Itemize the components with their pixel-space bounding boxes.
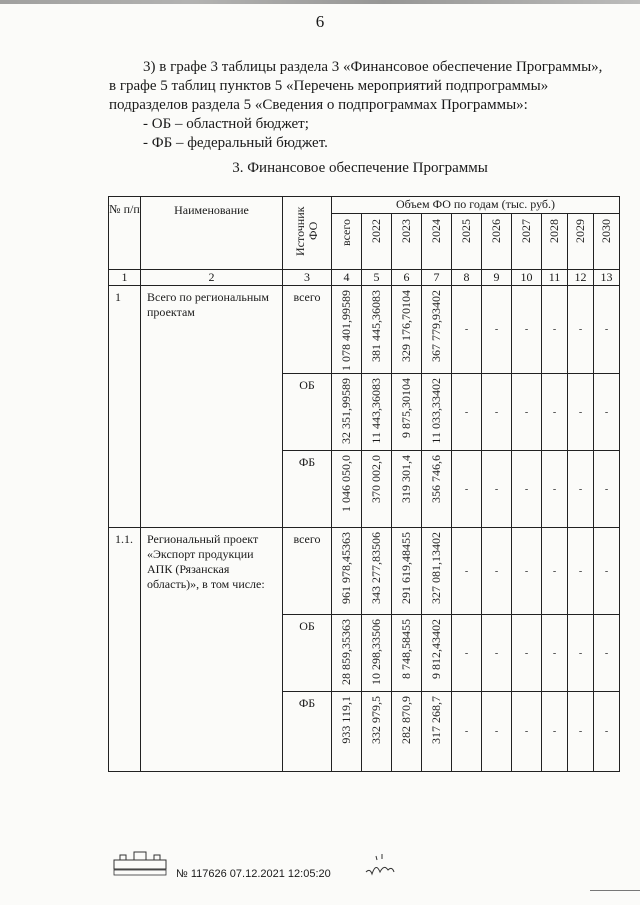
amount-cell — [392, 615, 422, 692]
dash-cell: - — [512, 528, 542, 615]
row-number: 1.1. — [109, 528, 141, 772]
dash-cell: - — [568, 615, 594, 692]
dash-cell: - — [542, 451, 568, 528]
dash-cell: - — [594, 528, 620, 615]
amount-value: 329 176,70104 — [399, 290, 413, 362]
dash-cell: - — [568, 451, 594, 528]
dash-cell: - — [568, 528, 594, 615]
amount-value: 327 081,13402 — [429, 532, 443, 604]
header-year-text: 2029 — [573, 219, 587, 243]
intro-line: подразделов раздела 5 «Сведения о подпрограммах Программы»: — [109, 97, 528, 113]
amount-cell — [392, 451, 422, 528]
dash-cell: - — [482, 615, 512, 692]
header-year — [568, 214, 594, 270]
dash-cell: - — [542, 286, 568, 374]
amount-value: 291 619,48455 — [399, 532, 413, 604]
footer — [0, 840, 640, 900]
amount-value: 9 875,30104 — [399, 378, 413, 438]
header-year-text: 2028 — [547, 219, 561, 243]
amount-cell — [422, 692, 452, 772]
column-number: 5 — [362, 270, 392, 286]
column-number: 1 — [109, 270, 141, 286]
document-registration-number: № 117626 07.12.2021 12:05:20 — [176, 868, 331, 880]
header-year — [482, 214, 512, 270]
amount-value: 11 443,36083 — [369, 378, 383, 444]
column-number: 2 — [141, 270, 283, 286]
dash-cell: - — [568, 692, 594, 772]
dash-cell: - — [512, 451, 542, 528]
table-row — [109, 528, 620, 615]
header-year-text: 2022 — [369, 219, 383, 243]
legend-ob: - ОБ – областной бюджет; — [143, 116, 309, 132]
amount-cell — [422, 451, 452, 528]
header-year — [594, 214, 620, 270]
amount-value: 1 078 401,99589 — [339, 290, 353, 371]
row-name: Всего по региональным проектам — [141, 286, 283, 528]
header-name: Наименование — [141, 197, 283, 270]
intro-paragraph — [109, 58, 610, 153]
column-number: 8 — [452, 270, 482, 286]
dash-cell: - — [482, 374, 512, 451]
funding-source: ФБ — [283, 692, 332, 772]
amount-cell — [362, 692, 392, 772]
column-number: 11 — [542, 270, 568, 286]
column-number: 6 — [392, 270, 422, 286]
header-total-text: всего — [339, 219, 353, 247]
column-number: 10 — [512, 270, 542, 286]
registry-stamp-icon — [112, 848, 168, 878]
amount-value: 28 859,35363 — [339, 619, 353, 685]
amount-cell — [362, 286, 392, 374]
funding-source: ФБ — [283, 451, 332, 528]
column-number: 7 — [422, 270, 452, 286]
dash-cell: - — [482, 451, 512, 528]
header-year — [512, 214, 542, 270]
funding-source: всего — [283, 528, 332, 615]
dash-cell: - — [512, 374, 542, 451]
dash-cell: - — [568, 286, 594, 374]
amount-cell — [332, 528, 362, 615]
funding-source: ОБ — [283, 615, 332, 692]
dash-cell: - — [542, 692, 568, 772]
amount-cell — [422, 615, 452, 692]
amount-value: 1 046 050,0 — [339, 455, 353, 512]
amount-cell — [392, 374, 422, 451]
dash-cell: - — [594, 615, 620, 692]
column-number-row — [109, 270, 620, 286]
amount-value: 8 748,58455 — [399, 619, 413, 679]
column-number: 3 — [283, 270, 332, 286]
handwritten-mark-icon — [360, 850, 400, 880]
top-scan-edge — [0, 0, 640, 4]
amount-value: 343 277,83506 — [369, 532, 383, 604]
section-title: 3. Финансовое обеспечение Программы — [232, 160, 488, 176]
amount-value: 356 746,6 — [429, 455, 443, 503]
amount-cell — [362, 451, 392, 528]
dash-cell: - — [452, 692, 482, 772]
funding-source: ОБ — [283, 374, 332, 451]
amount-value: 370 002,0 — [369, 455, 383, 503]
dash-cell: - — [512, 615, 542, 692]
dash-cell: - — [482, 692, 512, 772]
amount-cell — [332, 615, 362, 692]
amount-cell — [332, 451, 362, 528]
amount-cell — [362, 615, 392, 692]
column-number: 12 — [568, 270, 594, 286]
amount-cell — [422, 528, 452, 615]
header-year — [542, 214, 568, 270]
row-name: Региональный проект «Экспорт продукции АПК (Рязанская область)», в том числе: — [141, 528, 283, 772]
funding-source: всего — [283, 286, 332, 374]
row-number: 1 — [109, 286, 141, 528]
dash-cell: - — [512, 286, 542, 374]
finance-table — [108, 196, 620, 772]
table-body — [109, 286, 620, 772]
header-total — [332, 214, 362, 270]
amount-value: 11 033,33402 — [429, 378, 443, 444]
amount-value: 319 301,4 — [399, 455, 413, 503]
amount-value: 367 779,93402 — [429, 290, 443, 362]
dash-cell: - — [542, 528, 568, 615]
page-number: 6 — [315, 12, 325, 31]
amount-cell — [392, 286, 422, 374]
dash-cell: - — [452, 286, 482, 374]
dash-cell: - — [594, 286, 620, 374]
amount-value: 332 979,5 — [369, 696, 383, 744]
header-year-text: 2024 — [429, 219, 443, 243]
amount-cell — [362, 374, 392, 451]
header-number: № п/п — [109, 197, 141, 270]
column-number: 13 — [594, 270, 620, 286]
header-year — [422, 214, 452, 270]
legend-fb: - ФБ – федеральный бюджет. — [143, 135, 328, 151]
dash-cell: - — [452, 451, 482, 528]
dash-cell: - — [542, 615, 568, 692]
amount-cell — [332, 374, 362, 451]
header-year — [362, 214, 392, 270]
corner-rule — [590, 890, 640, 891]
header-year-text: 2026 — [489, 219, 503, 243]
dash-cell: - — [512, 692, 542, 772]
header-year-text: 2027 — [519, 219, 533, 243]
intro-line: в графе 5 таблиц пунктов 5 «Перечень мероприятий подпрограммы» — [109, 78, 549, 94]
dash-cell: - — [594, 692, 620, 772]
dash-cell: - — [568, 374, 594, 451]
dash-cell: - — [482, 528, 512, 615]
amount-cell — [332, 692, 362, 772]
header-source — [283, 197, 332, 270]
header-row-group — [109, 197, 620, 214]
dash-cell: - — [594, 451, 620, 528]
amount-cell — [332, 286, 362, 374]
header-year — [452, 214, 482, 270]
header-volume: Объем ФО по годам (тыс. руб.) — [332, 197, 620, 214]
header-year-text: 2025 — [459, 219, 473, 243]
dash-cell: - — [482, 286, 512, 374]
amount-cell — [362, 528, 392, 615]
amount-cell — [422, 286, 452, 374]
header-source-text: Источник ФО — [293, 206, 320, 256]
dash-cell: - — [452, 374, 482, 451]
intro-line: 3) в графе 3 таблицы раздела 3 «Финансовое обеспечение Программы», — [143, 59, 603, 75]
amount-value: 10 298,33506 — [369, 619, 383, 685]
amount-cell — [392, 692, 422, 772]
table-row — [109, 286, 620, 374]
amount-value: 381 445,36083 — [369, 290, 383, 362]
amount-value: 933 119,1 — [339, 696, 353, 744]
amount-value: 317 268,7 — [429, 696, 443, 744]
column-number: 9 — [482, 270, 512, 286]
dash-cell: - — [452, 615, 482, 692]
amount-value: 282 870,9 — [399, 696, 413, 744]
amount-value: 961 978,45363 — [339, 532, 353, 604]
amount-value: 9 812,43402 — [429, 619, 443, 679]
dash-cell: - — [594, 374, 620, 451]
amount-value: 32 351,99589 — [339, 378, 353, 444]
column-number: 4 — [332, 270, 362, 286]
amount-cell — [392, 528, 422, 615]
header-year-text: 2023 — [399, 219, 413, 243]
dash-cell: - — [452, 528, 482, 615]
dash-cell: - — [542, 374, 568, 451]
header-year-text: 2030 — [599, 219, 613, 243]
header-year — [392, 214, 422, 270]
amount-cell — [422, 374, 452, 451]
